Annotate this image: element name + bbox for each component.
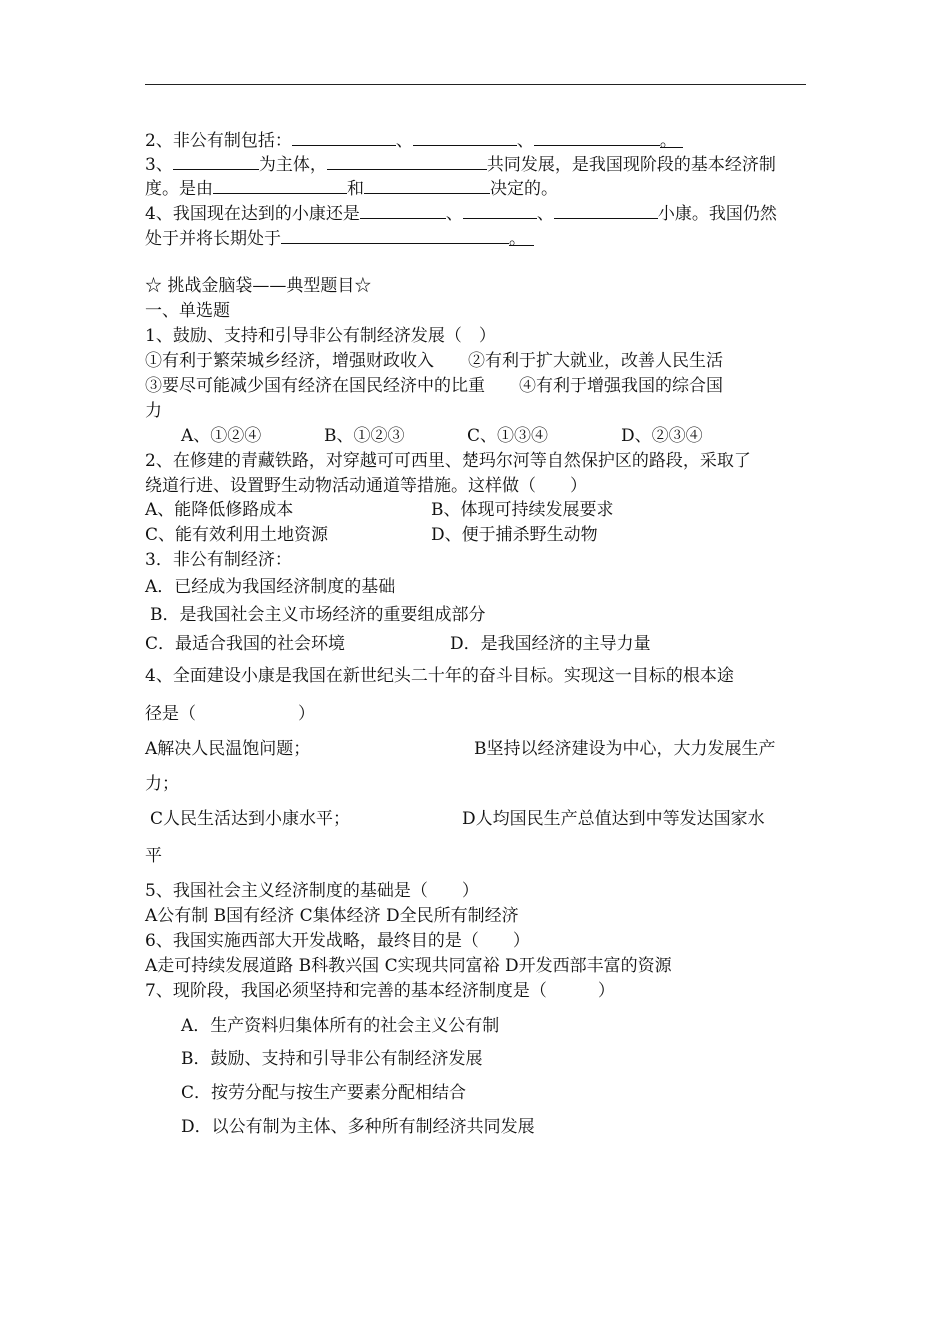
blank[interactable] — [281, 225, 509, 244]
blank[interactable] — [292, 127, 396, 146]
q6-choices[interactable]: A走可持续发展道路 B科教兴国 C实现共同富裕 D开发西部丰富的资源 — [145, 956, 672, 976]
q1-choice-d[interactable]: D、②③④ — [621, 426, 703, 446]
q3-stem: 3．非公有制经济： — [145, 550, 292, 570]
blank[interactable] — [327, 151, 487, 170]
q2-choice-c[interactable]: C、能有效利用土地资源 — [145, 525, 329, 545]
q2-choice-d[interactable]: D、便于捕杀野生动物 — [431, 525, 598, 545]
q7-choice-a[interactable]: A．生产资料归集体所有的社会主义公有制 — [181, 1016, 500, 1036]
q1-choice-b[interactable]: B、①②③ — [324, 426, 405, 446]
header-rule — [145, 84, 806, 85]
q4-choice-b-cont: 力； — [145, 774, 179, 794]
q6-stem: 6、我国实施西部大开发战略，最终目的是（ ） — [145, 931, 530, 951]
q5-choices[interactable]: A公有制 B国有经济 C集体经济 D全民所有制经济 — [145, 906, 519, 926]
q2-choice-a[interactable]: A、能降低修路成本 — [145, 500, 294, 520]
q4-choice-a[interactable]: A解决人民温饱问题； — [145, 739, 311, 759]
section-title: ☆ 挑战金脑袋——典型题目☆ — [145, 276, 372, 296]
q4-choice-d[interactable]: D人均国民生产总值达到中等发达国家水 — [462, 809, 765, 829]
q2-stem-1: 2、在修建的青藏铁路，对穿越可可西里、楚玛尔河等自然保护区的路段，采取了 — [145, 451, 751, 471]
blank[interactable] — [413, 127, 517, 146]
q4-choice-b[interactable]: B坚持以经济建设为中心，大力发展生产 — [474, 739, 776, 759]
q3-choice-d[interactable]: D．是我国经济的主导力量 — [450, 634, 651, 654]
q4-stem-1: 4、全面建设小康是我国在新世纪头二十年的奋斗目标。实现这一目标的根本途 — [145, 666, 734, 686]
q1-opt-line3: 力 — [145, 401, 162, 421]
blank[interactable] — [360, 200, 446, 219]
fill-q2: 2、非公有制包括： 、 、 。 — [145, 127, 683, 153]
q4-stem-2: 径是（ ） — [145, 704, 315, 724]
q1-stem: 1、鼓励、支持和引导非公有制经济发展（ ） — [145, 326, 496, 346]
fill-q4-line1: 4、我国现在达到的小康还是 、 、 小康。我国仍然 — [145, 200, 777, 226]
q1-choice-c[interactable]: C、①③④ — [467, 426, 549, 446]
q7-choice-c[interactable]: C．按劳分配与按生产要素分配相结合 — [181, 1083, 467, 1103]
blank[interactable] — [463, 200, 537, 219]
blank[interactable] — [534, 127, 660, 146]
q3-choice-a[interactable]: A．已经成为我国经济制度的基础 — [145, 577, 396, 597]
q7-stem: 7、现阶段，我国必须坚持和完善的基本经济制度是（ ） — [145, 981, 615, 1001]
q5-stem: 5、我国社会主义经济制度的基础是（ ） — [145, 881, 479, 901]
q2-stem-2: 绕道行进、设置野生动物活动通道等措施。这样做（ ） — [145, 476, 587, 496]
q1-choice-a[interactable]: A、①②④ — [181, 426, 262, 446]
blank[interactable] — [554, 200, 658, 219]
q1-opt-line1: ①有利于繁荣城乡经济，增强财政收入 ②有利于扩大就业，改善人民生活 — [145, 351, 723, 371]
part-title: 一、单选题 — [145, 301, 230, 321]
fill-q4-line2: 处于并将长期处于 。 — [145, 225, 534, 251]
blank[interactable] — [213, 175, 347, 194]
blank[interactable] — [173, 151, 259, 170]
fill-q3-line1: 3、 为主体， 共同发展，是我国现阶段的基本经济制 — [145, 151, 776, 177]
q7-choice-b[interactable]: B．鼓励、支持和引导非公有制经济发展 — [181, 1049, 483, 1069]
fill-q3-line2: 度。是由 和 决定的。 — [145, 175, 558, 201]
q7-choice-d[interactable]: D．以公有制为主体、多种所有制经济共同发展 — [181, 1117, 535, 1137]
blank[interactable] — [364, 175, 490, 194]
q3-choice-c[interactable]: C．最适合我国的社会环境 — [145, 634, 346, 654]
q4-choice-c[interactable]: C人民生活达到小康水平； — [150, 809, 351, 829]
q1-opt-line2: ③要尽可能减少国有经济在国民经济中的比重 ④有利于增强我国的综合国 — [145, 376, 723, 396]
q4-choice-d-cont: 平 — [145, 846, 162, 866]
q2-choice-b[interactable]: B、体现可持续发展要求 — [431, 500, 614, 520]
q3-choice-b[interactable]: B．是我国社会主义市场经济的重要组成部分 — [150, 605, 486, 625]
